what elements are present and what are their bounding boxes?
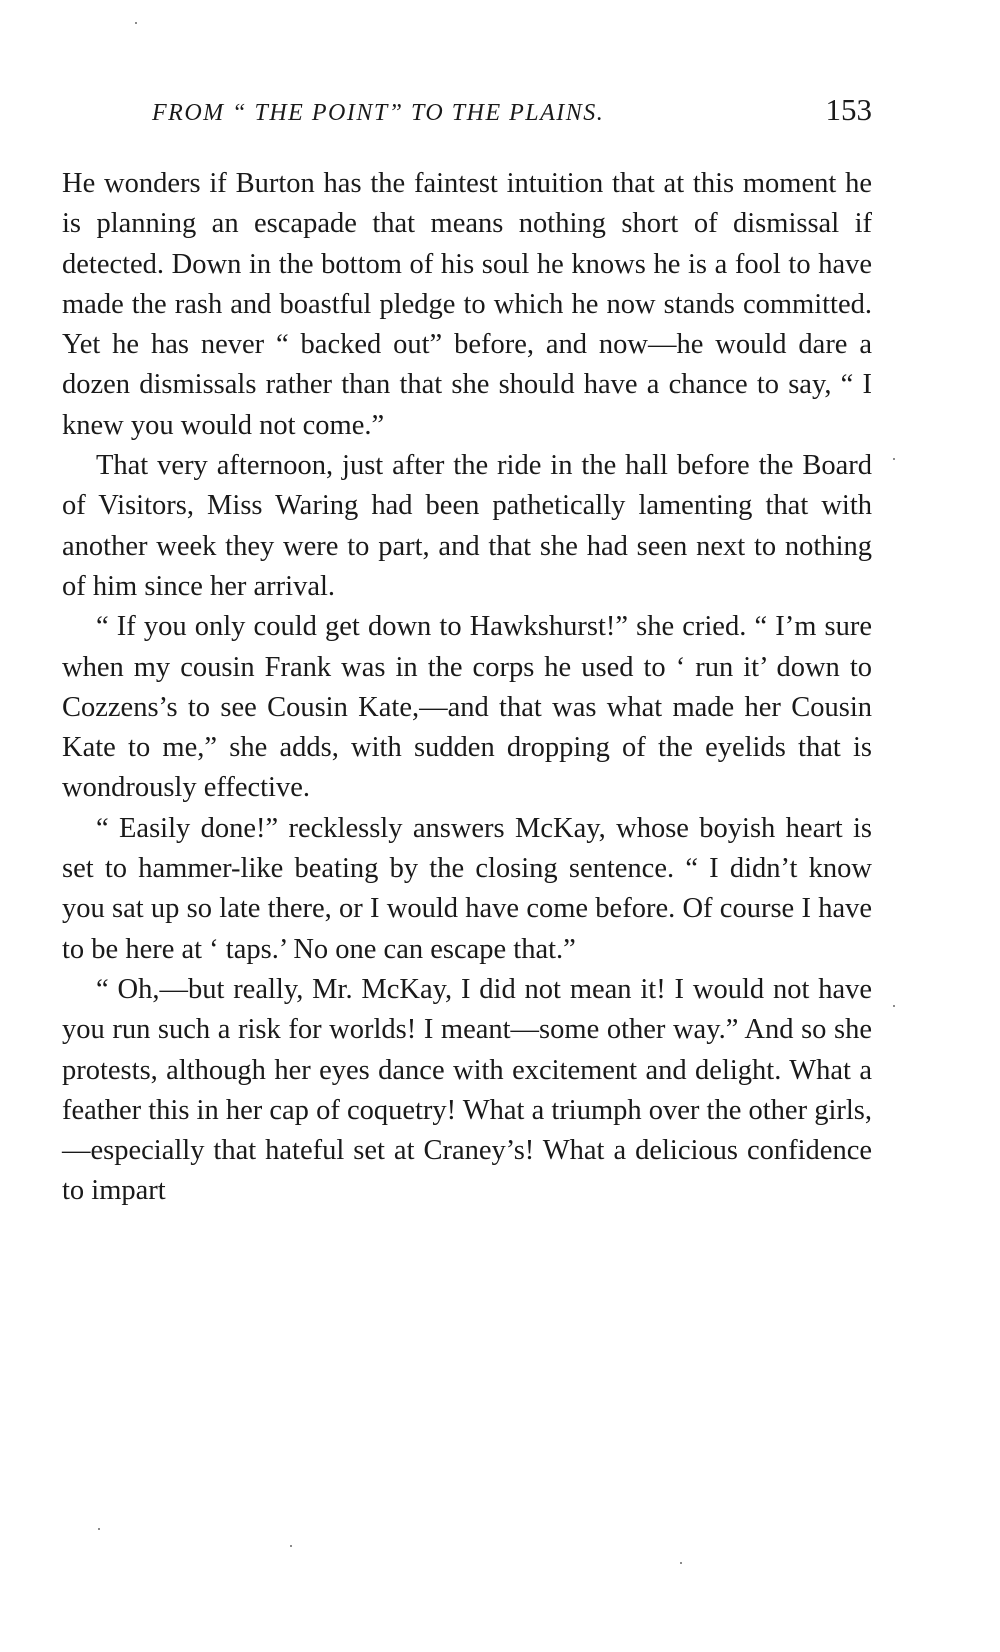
paper-speck	[290, 1545, 292, 1547]
paragraph: “ Oh,—but really, Mr. McKay, I did not mean it! I would not have you run such a risk for worlds! I meant—some other way.” And so she protests, although her eyes dance with excitement and delight. What a feather this in her cap of coquetry! What a triumph over the other girls,—especially that hateful set at Craney’s! What a delicious confidence to impart	[62, 973, 872, 1207]
book-page	[62, 92, 872, 1212]
running-title: FROM “ THE POINT” TO THE PLAINS.	[152, 100, 605, 126]
paper-speck	[135, 22, 137, 24]
paper-speck	[680, 1562, 682, 1564]
paragraph: That very afternoon, just after the ride in the hall before the Board of Visitors, Miss Waring had been pathetically lamenting that with another week they were to part, and that she had seen next to nothing of him since her arrival.	[62, 450, 872, 602]
paper-speck	[98, 1528, 100, 1530]
paragraph: “ Easily done!” recklessly answers McKay, whose boyish heart is set to hammer-like beating by the closing sentence. “ I didn’t know you sat up so late there, or I would have come before. Of course I have to be here at ‘ taps.’ No one can escape that.”	[62, 812, 872, 965]
body-text	[62, 164, 872, 1212]
paper-speck	[893, 458, 895, 460]
paper-speck	[893, 1005, 895, 1007]
page-number: 153	[825, 92, 872, 127]
paragraph: “ If you only could get down to Hawkshurst!” she cried. “ I’m sure when my cousin Frank was in the corps he used to ‘ run it’ down to Cozzens’s to see Cousin Kate,—and that was what made her Cousin Kate to me,” she adds, with sudden dropping of the eyelids that is wondrously effective.	[62, 611, 872, 804]
running-head	[62, 92, 872, 136]
paragraph: He wonders if Burton has the faintest intuition that at this moment he is planning an escapade that means nothing short of dismissal if detected. Down in the bottom of his soul he knows he is a fool to have made the rash and boastful pledge to which he now stands committed. Yet he has never “ backed out” before, and now—he would dare a dozen dismissals rather than that she should have a chance to say, “ I knew you would not come.”	[62, 168, 872, 441]
